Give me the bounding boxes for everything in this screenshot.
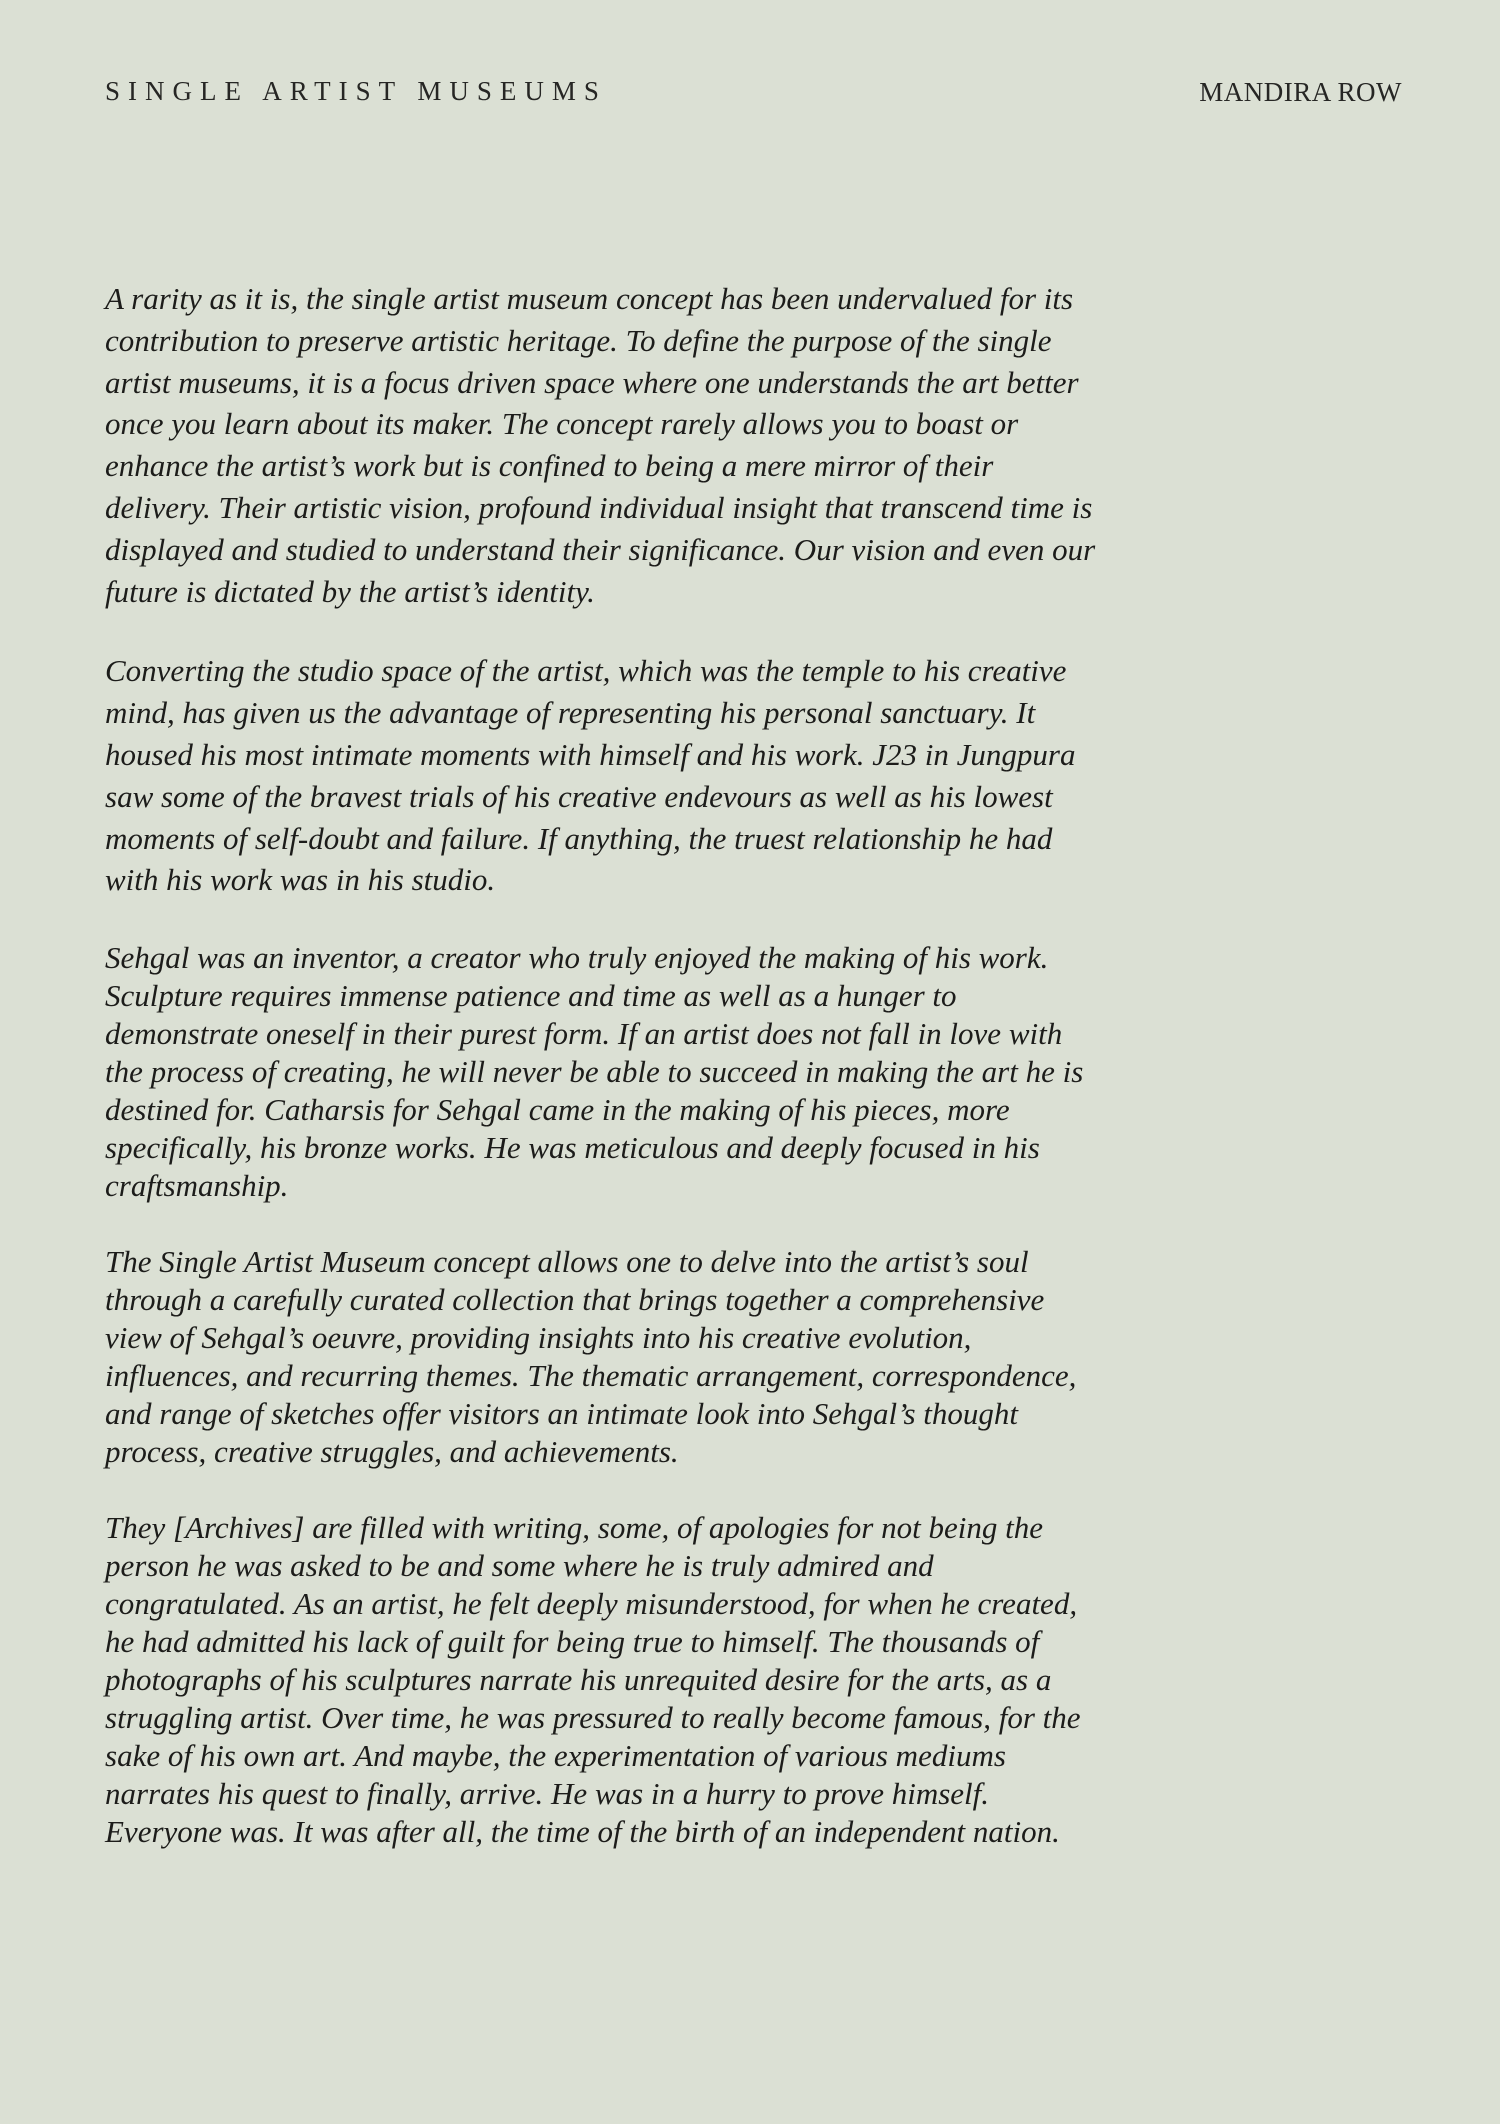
- essay-body: [105, 278, 1105, 1851]
- paragraph-4: The Single Artist Museum concept allows one to delve into the artist’s soul through a carefully curated collection that brings together a comprehensive view of Sehgal’s oeuvre, providing insights into his creative evolution, influences, and recurring themes. The thematic arrangement, correspondence, and range of sketches offer visitors an intimate look into Sehgal’s thought process, creative struggles, and achievements.: [105, 1244, 1077, 1470]
- author-name: MANDIRA ROW: [1199, 77, 1402, 107]
- paragraph-2: Converting the studio space of the artist, which was the temple to his creative mind, has given us the advantage of representing his personal sanctuary. It housed his most intimate moments with himself and his work. J23 in Jungpura saw some of the bravest trials of his creative endevours as well as his lowest moments of self-doubt and failure. If anything, the truest relationship he had with his work was in his studio.: [105, 653, 1076, 898]
- page-header: [105, 76, 1402, 116]
- paragraph-5: They [Archives] are filled with writing, some, of apologies for not being the person he was asked to be and some where he is truly admired and congratulated. As an artist, he felt deeply misunderstood, for when he created, he had admitted his lack of guilt for being true to himself. The thousands of photographs of his sculptures narrate his unrequited desire for the arts, as a struggling artist. Over time, he was pressured to really become famous, for the sake of his own art. And maybe, the experimentation of various mediums narrates his quest to finally, arrive. He was in a hurry to prove himself. Everyone was. It was after all, the time of the birth of an independent nation.: [105, 1510, 1081, 1850]
- section-title: SINGLE ARTIST MUSEUMS: [105, 76, 607, 106]
- paragraph-1: A rarity as it is, the single artist museum concept has been undervalued for its contribution to preserve artistic heritage. To define the purpose of the single artist museums, it is a focus driven space where one understands the art better once you learn about its maker. The concept rarely allows you to boast or enhance the artist’s work but is confined to being a mere mirror of their delivery. Their artistic vision, profound individual insight that transcend time is displayed and studied to understand their significance. Our vision and even our future is dictated by the artist’s identity.: [105, 281, 1096, 609]
- paragraph-3: Sehgal was an inventor, a creator who truly enjoyed the making of his work. Sculpture requires immense patience and time as well as a hunger to demonstrate oneself in their purest form. If an artist does not fall in love with the process of creating, he will never be able to succeed in making the art he is destined for. Catharsis for Sehgal came in the making of his pieces, more specifically, his bronze works. He was meticulous and deeply focused in his craftsmanship.: [105, 940, 1084, 1204]
